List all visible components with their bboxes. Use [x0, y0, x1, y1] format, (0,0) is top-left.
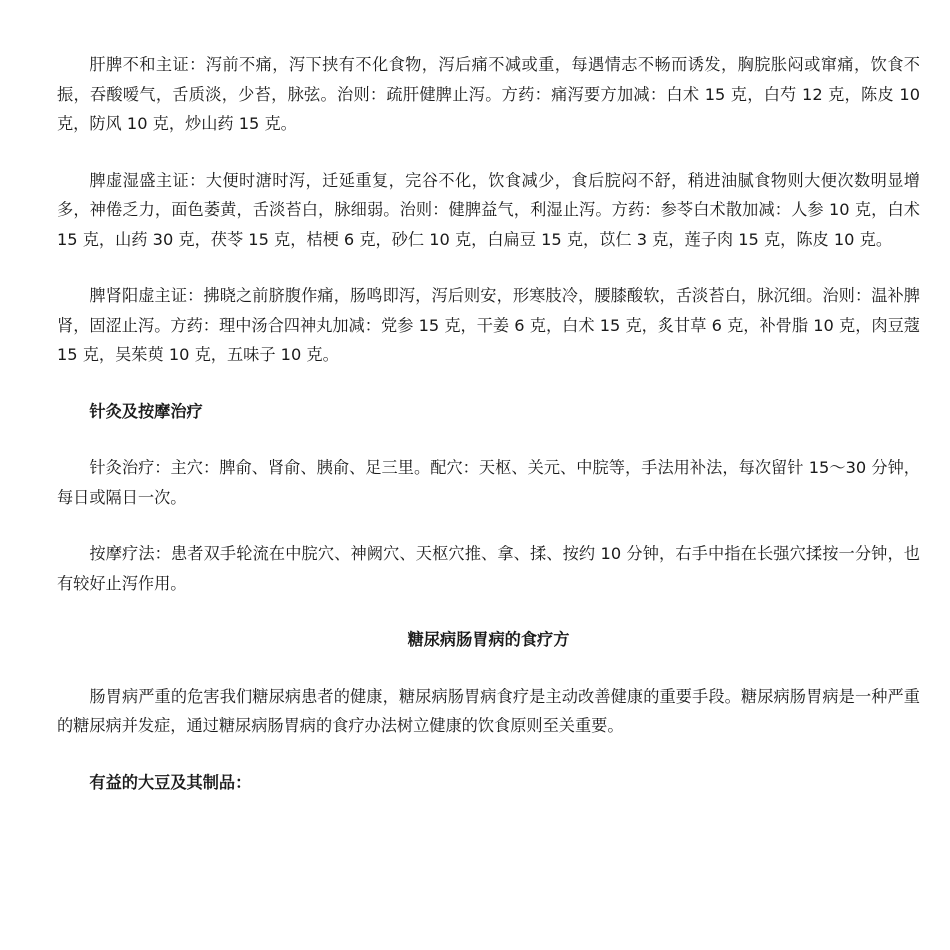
paragraph-spleen-kidney: 脾肾阳虚主证：拂晓之前脐腹作痛，肠鸣即泻，泻后则安，形寒肢冷，腰膝酸软，舌淡苔白，脉沉细。治则：温补脾肾，固涩止泻。方药：理中汤合四神丸加减：党参 15 克，干姜 6 克，白术 15 克，炙甘草 6 克，补骨脂 10 克，肉豆蔻 15 克，吴茱萸 10 克，五味子 10 克。	[57, 286, 920, 364]
subheading-acupuncture-massage: 针灸及按摩治疗	[89, 401, 203, 421]
subheading-soy-products: 有益的大豆及其制品：	[89, 772, 252, 792]
paragraph-liver-spleen: 肝脾不和主证：泻前不痛，泻下挟有不化食物，泻后痛不减或重，每遇情志不畅而诱发，胸脘胀闷或窜痛，饮食不振，吞酸嗳气，舌质淡，少苔，脉弦。治则：疏肝健脾止泻。方药：痛泻要方加减：白术 15 克，白芍 12 克，陈皮 10 克，防风 10 克，炒山药 15 克。	[57, 55, 920, 133]
paragraph-diet-intro: 肠胃病严重的危害我们糖尿病患者的健康，糖尿病肠胃病食疗是主动改善健康的重要手段。糖尿病肠胃病是一种严重的糖尿病并发症，通过糖尿病肠胃病的食疗办法树立健康的饮食原则至关重要。	[57, 686, 920, 735]
paragraph-massage: 按摩疗法：患者双手轮流在中脘穴、神阙穴、天枢穴推、拿、揉、按约 10 分钟，右手中指在长强穴揉按一分钟，也有较好止泻作用。	[57, 544, 920, 593]
paragraph-spleen-damp: 脾虚湿盛主证：大便时溏时泻，迁延重复，完谷不化，饮食减少，食后脘闷不舒，稍进油腻食物则大便次数明显增多，神倦乏力，面色萎黄，舌淡苔白，脉细弱。治则：健脾益气，利湿止泻。方药：参苓白术散加减：人参 10 克，白术 15 克，山药 30 克，茯苓 15 克，桔梗 6 克，砂仁 10 克，白扁豆 15 克，苡仁 3 克，莲子肉 15 克，陈皮 10 克。	[57, 170, 920, 249]
paragraph-acupuncture: 针灸治疗：主穴：脾俞、肾俞、胰俞、足三里。配穴：天枢、关元、中脘等，手法用补法，每次留针 15～30 分钟，每日或隔日一次。	[57, 458, 920, 507]
section-title-diet-therapy: 糖尿病肠胃病的食疗方	[407, 630, 570, 649]
